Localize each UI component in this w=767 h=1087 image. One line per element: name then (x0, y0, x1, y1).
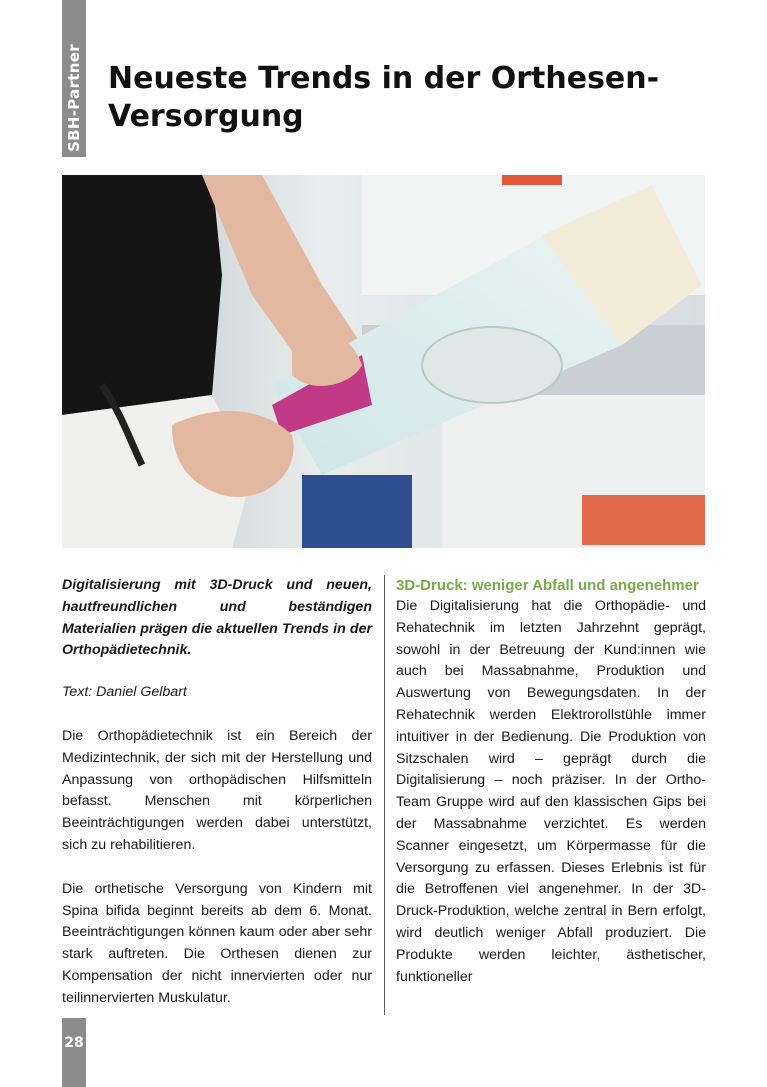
page-number: 28 (64, 1035, 84, 1051)
lead-paragraph: Digitalisierung mit 3D-Druck und neuen, hautfreundlichen und beständigen Materialien prägen die aktuellen Trends in der Orthopädietechnik. (62, 577, 372, 659)
column-divider (384, 575, 385, 1015)
right-column (396, 575, 706, 988)
orthosis-photo-icon (62, 175, 705, 548)
author-byline: Text: Daniel Gelbart (62, 684, 187, 701)
body-paragraph: Die orthetische Versorgung von Kindern mit Spina bifida beginnt bereits ab dem 6. Monat. Beeinträchtigungen können kaum oder aber sehr stark auftreten. Die Orthesen dienen zur Kompensation der nicht innervierten oder nur teilinnervierten Muskulatur. (62, 880, 372, 1006)
article-title: Neueste Trends in der Orthesen-Versorgung (108, 61, 660, 134)
left-column (62, 575, 372, 1010)
section-label-text: SBH-Partner (65, 43, 84, 152)
section-label (62, 40, 86, 155)
section-subheading: 3D-Druck: weniger Abfall und angenehmer (396, 577, 699, 594)
orthosis-photo (62, 175, 705, 548)
body-paragraph: Die Digitalisierung hat die Orthopädie- und Rehatechnik im letzten Jahrzehnt geprägt, sowohl in der Betreuung der Kund:innen wie auch bei Massabnahme, Produktion und Auswertung von Bewegungsdaten. In der Rehatechnik werden Elektrorollstühle immer intuitiver in der Bedienung. Die Produktion von Sitzschalen wird – geprägt durch die Digitalisierung – noch präziser. In der Ortho-Team Gruppe wird auf den klassischen Gips bei der Massabnahme verzichtet. Es werden Scanner eingesetzt, um Körpermasse für die Versorgung zu erfassen. Dieses Erlebnis ist für die Betroffenen viel angenehmer. In der 3D-Druck-Produktion, welche zentral in Bern erfolgt, wird deutlich weniger Abfall produziert. Die Produkte werden leichter, ästhetischer, funktioneller (396, 598, 706, 985)
page-number-tab (62, 1018, 86, 1087)
body-paragraph: Die Orthopädietechnik ist ein Bereich der Medizintechnik, der sich mit der Herstellung und Anpassung von orthopädischen Hilfsmitteln befasst. Menschen mit körperlichen Beeinträchtigungen werden dabei unterstützt, sich zu rehabilitieren. (62, 727, 372, 853)
